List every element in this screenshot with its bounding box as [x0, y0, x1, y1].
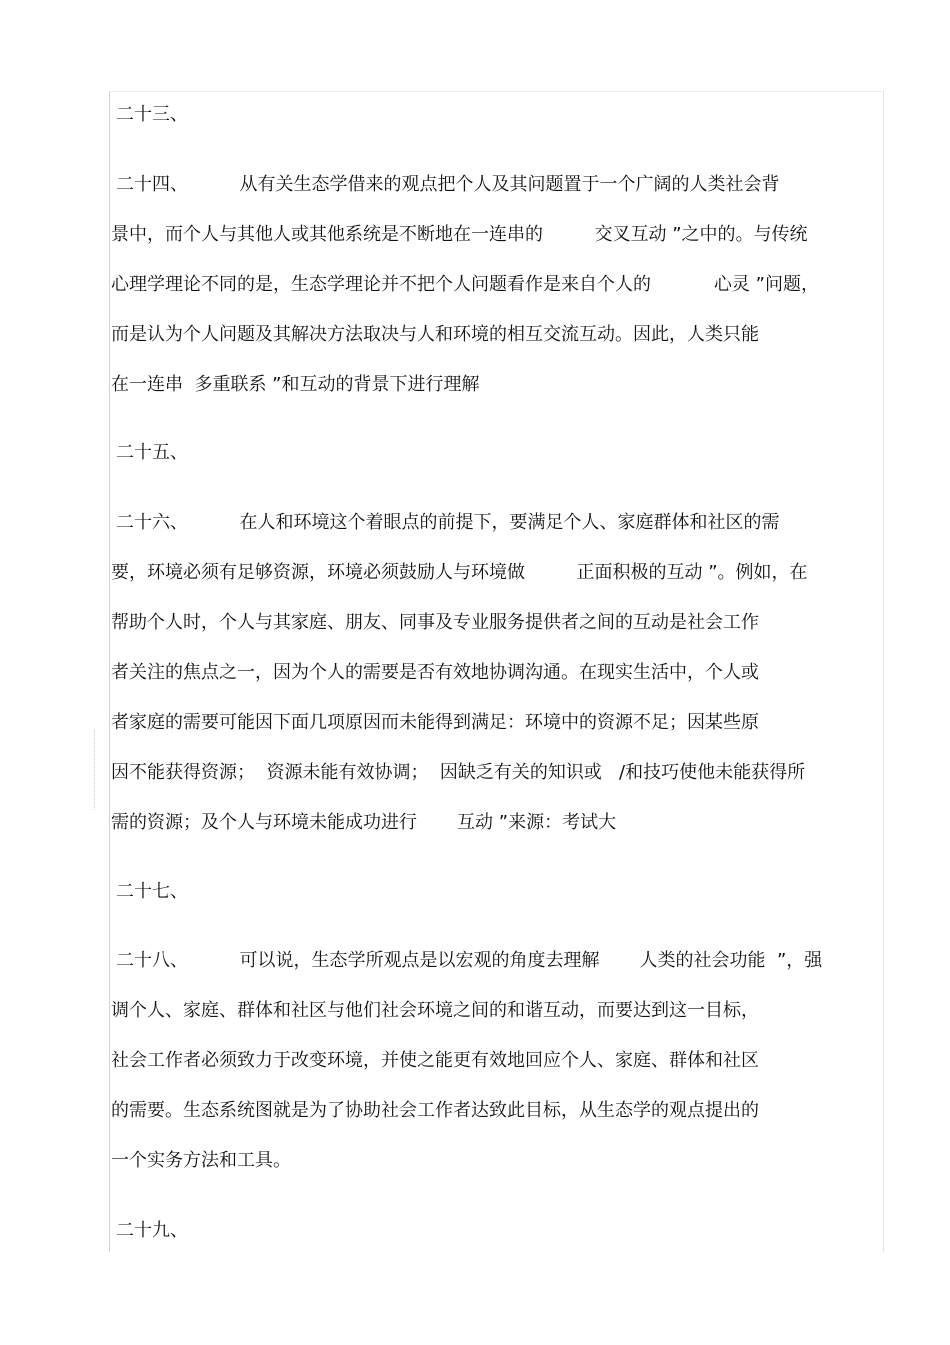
- heading-25: 二十五、: [116, 442, 188, 463]
- paragraph-24-line-2: 景中，而个人与其他人或其他系统是不断地在一连串的 交叉互动 ”之中的。与传统: [111, 224, 808, 245]
- paragraph-28-line-2: 调个人、家庭、群体和社区与他们社会环境之间的和谐互动，而要达到这一目标，: [111, 1000, 759, 1021]
- paragraph-24-line-5: 在一连串 多重联系 ”和互动的背景下进行理解: [111, 374, 480, 395]
- paragraph-26-line-5: 者家庭的需要可能因下面几项原因而未能得到满足：环境中的资源不足；因某些原: [111, 712, 759, 733]
- heading-29: 二十九、: [116, 1220, 188, 1241]
- heading-27: 二十七、: [116, 881, 188, 902]
- paragraph-26-line-7: 需的资源；及个人与环境未能成功进行 互动 ”来源：考试大: [111, 812, 617, 833]
- paragraph-28-line-5: 一个实务方法和工具。: [111, 1150, 291, 1171]
- paragraph-26-line-6: 因不能获得资源； 资源未能有效协调； 因缺乏有关的知识或 /和技巧使他未能获得所: [111, 762, 806, 783]
- paragraph-26-line-4: 者关注的焦点之一，因为个人的需要是否有效地协调沟通。在现实生活中，个人或: [111, 662, 759, 683]
- paragraph-24-line-4: 而是认为个人问题及其解决方法取决与人和环境的相互交流互动。因此，人类只能: [111, 324, 759, 345]
- paragraph-24-line-1: 二十四、 从有关生态学借来的观点把个人及其问题置于一个广阔的人类社会背: [116, 174, 780, 195]
- heading-23: 二十三、: [116, 104, 188, 125]
- margin-mark: [94, 730, 105, 810]
- paragraph-26-line-1: 二十六、 在人和环境这个着眼点的前提下，要满足个人、家庭群体和社区的需: [116, 512, 780, 533]
- paragraph-28-line-1: 二十八、 可以说，生态学所观点是以宏观的角度去理解 人类的社会功能 ”，强: [116, 950, 823, 971]
- paragraph-28-line-4: 的需要。生态系统图就是为了协助社会工作者达致此目标，从生态学的观点提出的: [111, 1100, 759, 1121]
- paragraph-28-line-3: 社会工作者必须致力于改变环境，并使之能更有效地回应个人、家庭、群体和社区: [111, 1050, 759, 1071]
- paragraph-26-line-3: 帮助个人时，个人与其家庭、朋友、同事及专业服务提供者之间的互动是社会工作: [111, 612, 759, 633]
- paragraph-26-line-2: 要，环境必须有足够资源，环境必须鼓励人与环境做 正面积极的互动 ”。例如，在: [111, 562, 808, 583]
- paragraph-24-line-3: 心理学理论不同的是，生态学理论并不把个人问题看作是来自个人的 心灵 ”问题，: [111, 274, 819, 295]
